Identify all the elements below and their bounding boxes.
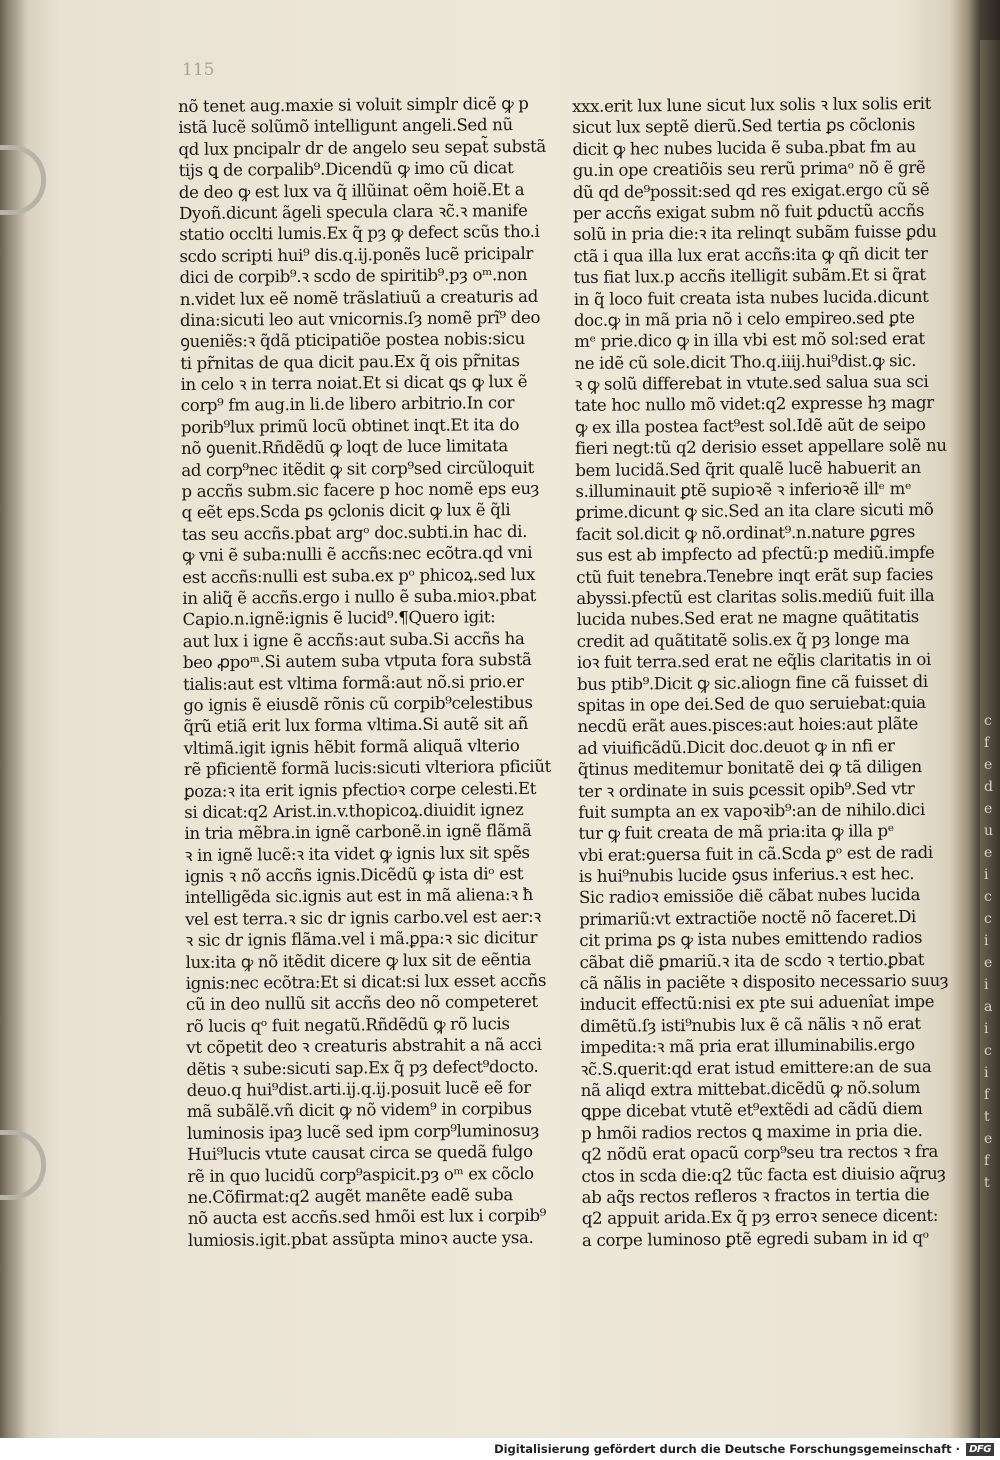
left-column-line: ꝛ in ignẽ lucẽ:ꝛ ita videt ꝙ ignis lux sit spẽs	[184, 842, 530, 865]
left-column-line: p accñs subm.sic facere p hoc nomẽ eps euȝ	[181, 478, 540, 502]
right-column-line: necdũ erãt aues.pisces:aut hoies:aut plãte	[577, 714, 918, 737]
left-column-line: qd lux pncipalr dr de angelo seu sepat̃ substã	[178, 136, 547, 159]
right-text-column	[572, 93, 964, 1251]
left-column-line: statio occlti lumis.Ex q̃ pȝ ꝙ defect scũs tho.i	[179, 222, 540, 245]
left-column-line: porib⁹lux primũ locũ obtinet inqt.Et ita do	[180, 414, 520, 437]
left-column-line: nõ tenet aug.maxie si voluit simplr dicẽ ꝙ p	[178, 93, 529, 116]
right-column-line: dũ qd de⁹possit:sed qd res exigat.ergo cũ sẽ	[572, 179, 930, 202]
right-column-line: gu.in ope creatiõis seu rerũ primaᵒ nõ ẽ grẽ	[572, 158, 926, 181]
right-column-line: bem lucidã.Sed q̃rit qualẽ lucẽ habuerit an	[575, 457, 921, 480]
footer-credit-text: Digitalisierung gefördert durch die Deutsche Forschungsgemeinschaft ·	[494, 1442, 960, 1456]
next-page-margin-letters: c f e d e u e i c c i e i a i c i f t e f t	[984, 713, 994, 1191]
gutter-shadow	[0, 0, 28, 1440]
left-column-line: aut lux i igne ẽ accñs:aut suba.Si accñs ha	[182, 628, 525, 651]
left-column-line: si dicat:q2 Arist.in.v.thopicoꝝ.diuidit ignez	[184, 799, 524, 822]
right-column-line: ꝗppe dicebat vtutẽ et⁹extẽdi ad cãdũ diem	[580, 1099, 923, 1122]
left-column-line: ꝙ vni ẽ suba:nulli ẽ accñs:nec ecõtra.qd vni	[181, 543, 533, 566]
right-column-line: ꝛc̃.S.querit:qd erat istud emittere:an de sua	[580, 1056, 932, 1079]
left-column-line: n.videt lux eẽ nomẽ trãslatiuũ a creaturis ad	[179, 286, 539, 309]
right-column-line: a corpe luminoso ꝑtẽ egredi subam in id qᵒ	[581, 1227, 929, 1250]
left-column-line: tijs ꝗ de corpalib⁹.Dicendũ ꝙ imo cũ dicat	[178, 158, 514, 181]
right-column-line: ctũ fuit tenebra.Tenebre inqt erãt sup facies	[576, 564, 934, 587]
right-column-line: lucida nubes.Sed erat ne magne quãtitatis	[576, 607, 920, 630]
left-column-line: Capio.n.ignẽ:ignis ẽ lucid⁹.¶Quero igit:	[182, 607, 496, 630]
left-column-line: ignis ꝛ nõ accñs ignis.Dicẽdũ ꝙ ista diᵒ est	[184, 864, 524, 887]
left-column-line: Hui⁹lucis vtute causat circa se quedã fulgo	[187, 1142, 533, 1165]
left-column-line: deuo.q hui⁹dist.arti.ij.q.ij.posuit lucẽ eẽ for	[186, 1077, 531, 1100]
right-column-line: dimẽtũ.ſȝ isti⁹nubis lux ẽ cã nãlis ꝛ nõ erat	[580, 1013, 921, 1036]
left-column-line: q̃rũ etiã erit lux forma vltima.Si autẽ sit añ	[183, 714, 529, 737]
left-column-line: corp⁹ fm aug.in li.de libero arbitrio.In cor	[180, 393, 515, 416]
right-column-line: ꝑrime.dicunt ꝙ sic.Sed an ita clare sicuti mõ	[575, 500, 934, 523]
left-column-line: ignis:nec ecõtra:Et si dicat:si lux esset accñs	[185, 970, 547, 993]
left-column-line: nõ ꝯuenit.Rñdẽdũ ꝙ loqt de luce limitata	[180, 436, 508, 459]
left-column-line: in tria mẽbra.in ignẽ carbonẽ.in ignẽ flãmã	[184, 821, 532, 844]
right-column-line: p hmõi radios rectos ꝗ maxime in pria die.	[580, 1120, 923, 1143]
right-column-line: ꝛ ꝙ solũ differebat in vtute.sed salua sua sci	[574, 371, 929, 395]
left-column-line: ꝛ sic dr ignis flãma.vel i mã.ꝑpa:ꝛ sic dicitur	[185, 928, 538, 951]
right-column-line: ter ꝛ ordinate in suis ꝑcessit opib⁹.Sed vtr	[577, 778, 915, 801]
folio-number: 115	[182, 60, 215, 80]
right-column-line: tur ꝙ fuit creata de mã pria:ita ꝙ illa pᵉ	[578, 821, 894, 844]
left-column-line: dici de corpib⁹.ꝛ scdo de spiritib⁹.pȝ oᵐ.non	[179, 265, 528, 288]
right-column-line: credit ad quãtitatẽ solis.ex q̃ pȝ longe ma	[576, 628, 910, 651]
right-column-line: cã nãlis in paciẽte ꝛ disposito necessario suuȝ	[579, 970, 949, 993]
right-column-line: sicut lux septẽ dierũ.Sed tertia ꝑs cõclonis	[572, 115, 916, 138]
left-column-line: vt cõpetit deo ꝛ creaturis abstrahit a nã acci	[186, 1035, 542, 1058]
right-column-line: cit prima ꝑs ꝙ ista nubes emittendo radios	[579, 928, 923, 951]
left-column-line: in celo ꝛ in terra noiat.Et si dicat ꝗs ꝙ lux ẽ	[180, 372, 528, 395]
right-column-line: ꝙ ex illa postea fact⁹est sol.Idẽ aũt de seipo	[574, 414, 926, 437]
right-column-line: impedita:ꝛ mã pria erat illuminabilis.ergo	[580, 1035, 915, 1058]
right-column-line: ctos in scda die:q2 tũc facta est diuisio aq̃ruȝ	[581, 1163, 946, 1186]
right-column-line: q̃tinus meditemur bonitatẽ dei ꝙ tã diligen	[577, 757, 922, 780]
left-column-line: ne.Cõfirmat:q2 augẽt manẽte eadẽ suba	[187, 1185, 513, 1207]
left-column-line: tialis:aut est vltima formã:aut nõ.si prio.er	[183, 671, 524, 694]
right-column-line: q2 nõdũ erat opacũ corp⁹seu tra rectos ꝛ fra	[581, 1141, 939, 1165]
right-column-line: facit sol.dicit ꝙ nõ.ordinat⁹.n.nature ꝑgres	[575, 521, 916, 544]
left-column-line: scdo scripti hui⁹ dis.q.ij.ponẽs lucẽ pricipalr	[179, 243, 534, 266]
right-column-line: doc.ꝙ in mã pria nõ i celo empireo.sed ꝑte	[573, 307, 915, 330]
right-column-line: q2 appuit arida.Ex q̃ pȝ erroꝛ senece dicent:	[581, 1206, 939, 1229]
left-column-line: lux:ita ꝙ nõ itẽdit dicere ꝙ lux sit de eẽntia	[185, 949, 532, 972]
left-column-line: in aliq̃ ẽ accñs.ergo i nullo ẽ suba.mioꝛ.pbat	[182, 585, 536, 608]
left-column-line: go ignis ẽ eiusdẽ rõnis cũ corpib⁹celestibus	[183, 692, 533, 715]
right-column-line: solũ in pria die:ꝛ ita relinqt subãm fuisse ꝑdu	[573, 222, 937, 245]
right-column-line: nã aliqd extra mittebat.dicẽdũ ꝙ nõ.solum	[580, 1077, 921, 1100]
left-column-line: q eẽt eps.Scda ꝑs ꝯclonis dicit ꝙ lux ẽ q̃li	[181, 500, 511, 523]
right-column-line: ab aq̃s rectos refleros ꝛ fractos in tertia die	[581, 1184, 930, 1207]
right-column-line: fuit sumpta an ex vapoꝛib⁹:an de nihilo.dici	[578, 799, 925, 822]
right-column-line: abyssi.pfectũ est claritas solis.mediũ fuit illa	[576, 585, 935, 608]
right-column-line: sus est ab impfecto ad pfectũ:p mediũ.impfe	[575, 543, 935, 566]
left-column-line: vel est terra.ꝛ sic dr ignis carbo.vel est aer:ꝛ	[185, 906, 541, 929]
left-column-line: nõ aucta est accñs.sed hmõi est lux i corpib⁹	[187, 1206, 547, 1229]
right-column-line: mᵉ prie.dico ꝙ in illa vbi est mõ sol:sed erat	[574, 329, 925, 352]
left-column-line: Dyoñ.dicunt ãgeli specula clara ꝛc̃.ꝛ manife	[178, 200, 528, 223]
dfg-logo-icon: DFG	[966, 1443, 994, 1456]
left-column-line: dina:sicuti leo aut vnicornis.ſȝ nomẽ prĩ⁹ deo	[179, 307, 541, 330]
right-column-line: Sic radioꝛ emissiõe diẽ cãbat nubes lucida	[578, 885, 921, 908]
right-column-line: fieri negt:tũ q2 derisio esset appellare solẽ nu	[574, 435, 947, 459]
right-column-line: tus fiat lux.p accñs itelligit subãm.Et si q̃rat	[573, 265, 926, 288]
left-column-line: ꝑoza:ꝛ ita erit ignis pfectioꝛ corpe celesti.Et	[183, 778, 537, 801]
left-column-line: rẽ in quo lucidũ corp⁹aspicit.pȝ oᵐ ex cõclo	[187, 1163, 534, 1186]
next-page-edge	[980, 40, 1000, 1440]
right-column-line: spitas in ope dei.Sed de quo seruiebat:quia	[577, 692, 926, 715]
right-column-line: ioꝛ fuit terra.sed erat ne eq̃lis claritatis in oi	[576, 650, 931, 673]
binding-clip-bottom	[0, 1130, 46, 1200]
right-column-line: dicit ꝙ hec nubes lucida ẽ suba.pbat fm au	[572, 136, 917, 159]
left-column-line: ti pr̃nitas de qua dicit pau.Ex q̃ ois pr̃nitas	[180, 350, 520, 373]
left-column-line: lumiosis.igit.pbat assũpta minoꝛ aucte ysa.	[187, 1227, 534, 1250]
right-column-line: primariũ:vt extractiõe noctẽ nõ faceret.Di	[579, 906, 917, 929]
right-column-line: s.illuminauit ꝑtẽ supioꝛẽ ꝛ inferioꝛẽ illᵉ mᵉ	[575, 479, 912, 502]
right-column-line: in q̃ loco fuit creata ista nubes lucida.dicunt	[573, 286, 929, 309]
right-column-line: inducit effectũ:nisi ex pte sui aduenîat impe	[579, 992, 935, 1015]
left-text-column	[178, 93, 576, 1251]
left-column-line: de deo ꝙ est lux va q̃ illũinat oẽm hoiẽ.Et a	[178, 179, 525, 202]
right-column-line: ad viuificãdũ.Dicit doc.deuot ꝙ in nfi er	[577, 735, 895, 758]
right-column-line: tate hoc nullo mõ videt:q2 expresse hȝ magr	[574, 393, 934, 416]
right-column-line: per accñs exigat subm nõ fuit ꝑductũ accñs	[572, 200, 925, 223]
right-column-line: ctã i qua illa lux erat accñs:ita ꝙ qñ dicit ter	[573, 243, 928, 266]
right-column-line: is hui⁹nubis lucide ꝯsus inferius.ꝛ est hec.	[578, 864, 915, 887]
left-column-line: rẽ pficientẽ formã lucis:sicuti vlteriora pficiũt	[183, 756, 552, 780]
left-column-line: rõ lucis qᵒ fuit negatũ.Rñdẽdũ ꝙ rõ lucis	[186, 1013, 510, 1036]
left-column-line: istã lucẽ solũmõ intelligunt angeli.Sed nũ	[178, 115, 513, 138]
left-column-line: luminosis ipaȝ lucẽ sed ipm corp⁹luminosuȝ	[186, 1120, 540, 1143]
right-column-line: bus ptib⁹.Dicit ꝙ sic.aliogn fine cã fuisset di	[577, 671, 928, 694]
left-column-line: cũ in deo nullũ sit accñs deo nõ competeret	[185, 992, 538, 1015]
right-column-line: ne idẽ cũ sole.dicit Tho.q.iiij.hui⁹dist.ꝙ sic.	[574, 350, 917, 373]
left-column-line: beo ꝓpoᵐ.Si autem suba vtputa fora substã	[182, 650, 532, 673]
left-column-line: ad corp⁹nec itẽdit ꝙ sit corp⁹sed circũloquit	[181, 457, 534, 480]
left-column-line: dẽtis ꝛ sube:sicuti sap.Ex q̃ pȝ defect⁹docto.	[186, 1056, 539, 1079]
right-column-line: xxx.erit lux lune sicut lux solis ꝛ lux solis erit	[572, 93, 932, 116]
left-column-line: vltimã.igit ignis hẽbit formã aliquã vlterio	[183, 735, 520, 758]
right-column-line: cãbat diẽ ꝑmariũ.ꝛ ita de scdo ꝛ tertio.ꝑbat	[579, 949, 925, 972]
right-column-line: vbi erat:ꝯuersa fuit in cã.Scda ꝑᵒ est de radi	[578, 842, 933, 865]
footer-bar	[0, 1438, 1000, 1460]
left-column-line: est accñs:nulli est suba.ex pᵒ phicoꝝ.sed lux	[182, 564, 536, 587]
left-column-line: intelligẽda sic.ignis aut est in mã aliena:ꝛ ħ	[184, 885, 534, 908]
left-column-line: mã subãlẽ.vñ dicit ꝙ nõ videm⁹ in corpibus	[186, 1099, 532, 1122]
left-column-line: tas seu accñs.pbat argᵒ doc.subti.in hac di.	[181, 521, 528, 544]
left-column-line: ꝯueniẽs:ꝛ q̃dã pticipatiõe postea nobis:sicu	[180, 329, 525, 352]
binding-clip-top	[0, 145, 46, 215]
